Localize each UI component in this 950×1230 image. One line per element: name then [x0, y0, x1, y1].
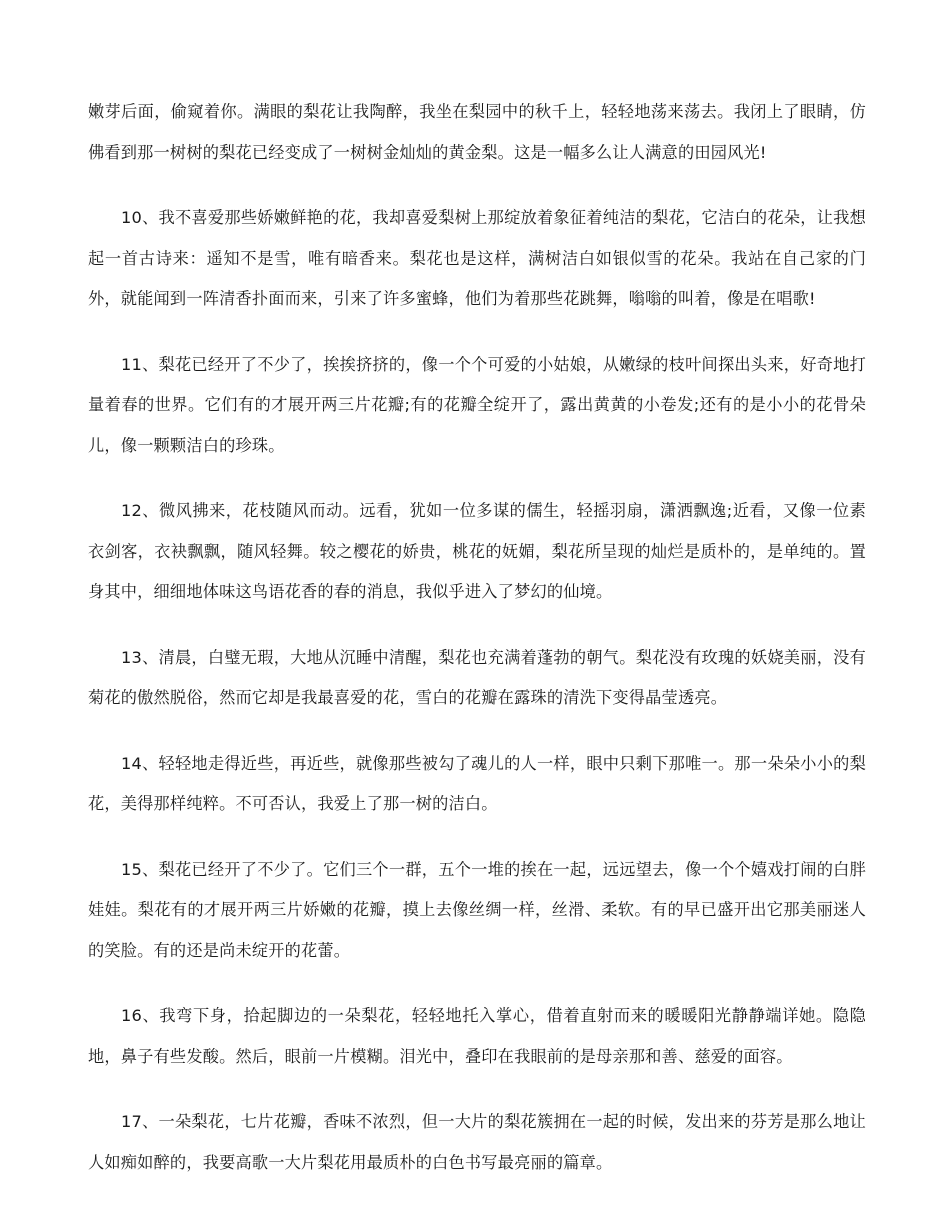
paragraph-17: 17、一朵梨花，七片花瓣，香味不浓烈，但一大片的梨花簇拥在一起的时候，发出来的芬芳是那么地让人如痴如醉的，我要高歌一大片梨花用最质朴的白色书写最亮丽的篇章。	[88, 1112, 866, 1172]
paragraph-11: 11、梨花已经开了不少了，挨挨挤挤的，像一个个可爱的小姑娘，从嫩绿的枝叶间探出头来，好奇地打量着春的世界。它们有的才展开两三片花瓣;有的花瓣全绽开了，露出黄黄的小卷发;还有的是小小的花骨朵儿，像一颗颗洁白的珍珠。	[88, 354, 866, 455]
paragraph-15: 15、梨花已经开了不少了。它们三个一群，五个一堆的挨在一起，远远望去，像一个个嬉戏打闹的白胖娃娃。梨花有的才展开两三片娇嫩的花瓣，摸上去像丝绸一样，丝滑、柔软。有的早已盛开出它那美丽迷人的笑脸。有的还是尚未绽开的花蕾。	[88, 859, 866, 960]
paragraph-continuation: 嫩芽后面，偷窥着你。满眼的梨花让我陶醉，我坐在梨园中的秋千上，轻轻地荡来荡去。我闭上了眼睛，仿佛看到那一树树的梨花已经变成了一树树金灿灿的黄金梨。这是一幅多么让人满意的田园风光!	[88, 102, 866, 162]
paragraph-10: 10、我不喜爱那些娇嫩鲜艳的花，我却喜爱梨树上那绽放着象征着纯洁的梨花，它洁白的花朵，让我想起一首古诗来：遥知不是雪，唯有暗香来。梨花也是这样，满树洁白如银似雪的花朵。我站在自己家的门外，就能闻到一阵清香扑面而来，引来了许多蜜蜂，他们为着那些花跳舞，嗡嗡的叫着，像是在唱歌!	[88, 208, 866, 308]
paragraph-12: 12、微风拂来，花枝随风而动。远看，犹如一位多谋的儒生，轻摇羽扇，潇洒飘逸;近看，又像一位素衣剑客，衣袂飘飘，随风轻舞。较之樱花的娇贵，桃花的妩媚，梨花所呈现的灿烂是质朴的，是单纯的。置身其中，细细地体味这鸟语花香的春的消息，我似乎进入了梦幻的仙境。	[88, 501, 866, 601]
paragraph-16: 16、我弯下身，拾起脚边的一朵梨花，轻轻地托入掌心，借着直射而来的暖暖阳光静静端详她。隐隐地，鼻子有些发酸。然后，眼前一片模糊。泪光中，叠印在我眼前的是母亲那和善、慈爱的面容。	[88, 1006, 866, 1066]
paragraph-14: 14、轻轻地走得近些，再近些，就像那些被勾了魂儿的人一样，眼中只剩下那唯一。那一朵朵小小的梨花，美得那样纯粹。不可否认，我爱上了那一树的洁白。	[88, 753, 866, 813]
paragraph-13: 13、清晨，白璧无瑕，大地从沉睡中清醒，梨花也充满着蓬勃的朝气。梨花没有玫瑰的妖娆美丽，没有菊花的傲然脱俗，然而它却是我最喜爱的花，雪白的花瓣在露珠的清洗下变得晶莹透亮。	[88, 647, 866, 707]
